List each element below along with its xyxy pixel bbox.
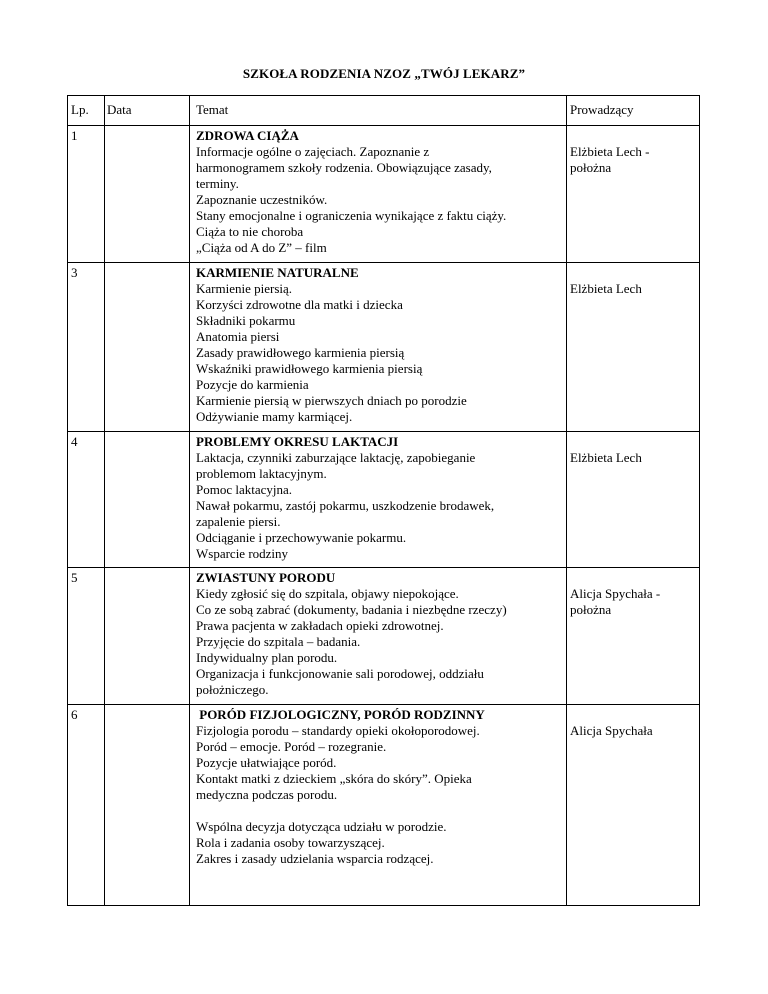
- topic-cell: [196, 434, 494, 562]
- topic-title: PORÓD FIZJOLOGICZNY, PORÓD RODZINNY: [196, 707, 485, 722]
- column-divider: [189, 96, 190, 905]
- topic-line: Karmienie piersią w pierwszych dniach po porodzie: [196, 393, 467, 408]
- topic-line: Rola i zadania osoby towarzyszącej.: [196, 835, 385, 850]
- topic-line: Odciąganie i przechowywanie pokarmu.: [196, 530, 407, 545]
- instructor-cell: [570, 450, 642, 466]
- row-number: 3: [71, 265, 78, 280]
- instructor-cell: [570, 723, 653, 739]
- topic-line: Indywidualny plan porodu.: [196, 650, 338, 665]
- topic-line: Odżywianie mamy karmiącej.: [196, 409, 353, 424]
- topic-line: Co ze sobą zabrać (dokumenty, badania i niezbędne rzeczy): [196, 602, 507, 617]
- instructor-line: Alicja Spychała: [570, 723, 653, 738]
- topic-line: zapalenie piersi.: [196, 514, 281, 529]
- topic-line: Pozycje ułatwiające poród.: [196, 755, 337, 770]
- topic-line: Informacje ogólne o zajęciach. Zapoznanie z: [196, 144, 430, 159]
- instructor-line: położna: [570, 160, 612, 175]
- topic-line: problemom laktacyjnym.: [196, 466, 327, 481]
- instructor-line: położna: [570, 602, 612, 617]
- blank-line: [196, 803, 485, 819]
- row-number: 4: [71, 434, 78, 449]
- row-divider: [68, 431, 699, 432]
- topic-line: Laktacja, czynniki zaburzające laktację, zapobieganie: [196, 450, 476, 465]
- topic-line: Fizjologia porodu – standardy opieki okołoporodowej.: [196, 723, 480, 738]
- topic-line: Wspólna decyzja dotycząca udziału w porodzie.: [196, 819, 447, 834]
- header-temat: Temat: [196, 102, 229, 117]
- topic-line: Pomoc laktacyjna.: [196, 482, 293, 497]
- topic-line: Wskaźniki prawidłowego karmienia piersią: [196, 361, 423, 376]
- topic-line: harmonogramem szkoły rodzenia. Obowiązujące zasady,: [196, 160, 492, 175]
- instructor-line: Elżbieta Lech: [570, 450, 642, 465]
- topic-title: PROBLEMY OKRESU LAKTACJI: [196, 434, 399, 449]
- topic-line: Składniki pokarmu: [196, 313, 296, 328]
- header-lp: Lp.: [71, 102, 89, 117]
- instructor-line: Elżbieta Lech -: [570, 144, 650, 159]
- topic-line: Zasady prawidłowego karmienia piersią: [196, 345, 405, 360]
- topic-line: Ciąża to nie choroba: [196, 224, 304, 239]
- topic-cell: [196, 570, 507, 698]
- topic-line: Zakres i zasady udzielania wsparcia rodzącej.: [196, 851, 434, 866]
- row-number: 6: [71, 707, 78, 722]
- topic-title: ZDROWA CIĄŻA: [196, 128, 299, 143]
- document-title: SZKOŁA RODZENIA NZOZ „TWÓJ LEKARZ”: [242, 66, 526, 81]
- topic-line: położniczego.: [196, 682, 269, 697]
- topic-line: Organizacja i funkcjonowanie sali porodowej, oddziału: [196, 666, 484, 681]
- instructor-line: Alicja Spychała -: [570, 586, 661, 601]
- topic-title: KARMIENIE NATURALNE: [196, 265, 359, 280]
- instructor-cell: [570, 570, 660, 618]
- instructor-line: Elżbieta Lech: [570, 281, 642, 296]
- topic-line: Kiedy zgłosić się do szpitala, objawy niepokojące.: [196, 586, 459, 601]
- header-data: Data: [107, 102, 132, 117]
- blank-line: [570, 570, 660, 586]
- row-divider: [68, 704, 699, 705]
- column-divider: [104, 96, 105, 905]
- topic-line: Nawał pokarmu, zastój pokarmu, uszkodzenie brodawek,: [196, 498, 495, 513]
- topic-line: Korzyści zdrowotne dla matki i dziecka: [196, 297, 403, 312]
- topic-line: Zapoznanie uczestników.: [196, 192, 328, 207]
- topic-cell: [196, 265, 467, 425]
- header-prowadzacy: Prowadzący: [570, 102, 634, 117]
- row-number: 1: [71, 128, 78, 143]
- topic-line: Karmienie piersią.: [196, 281, 293, 296]
- row-divider: [68, 262, 699, 263]
- topic-line: medyczna podczas porodu.: [196, 787, 338, 802]
- topic-line: Poród – emocje. Poród – rozegranie.: [196, 739, 387, 754]
- topic-line: Stany emocjonalne i ograniczenia wynikające z faktu ciąży.: [196, 208, 507, 223]
- topic-line: Przyjęcie do szpitala – badania.: [196, 634, 361, 649]
- schedule-table: [67, 95, 700, 906]
- topic-line: terminy.: [196, 176, 239, 191]
- row-divider: [68, 567, 699, 568]
- topic-line: Kontakt matki z dzieckiem „skóra do skóry”. Opieka: [196, 771, 472, 786]
- topic-line: Wsparcie rodziny: [196, 546, 289, 561]
- topic-line: Prawa pacjenta w zakładach opieki zdrowotnej.: [196, 618, 444, 633]
- topic-cell: [196, 707, 485, 867]
- topic-cell: [196, 128, 506, 256]
- row-number: 5: [71, 570, 78, 585]
- topic-line: Pozycje do karmienia: [196, 377, 309, 392]
- topic-line: „Ciąża od A do Z” – film: [196, 240, 327, 255]
- column-divider: [566, 96, 567, 905]
- topic-title: ZWIASTUNY PORODU: [196, 570, 336, 585]
- instructor-cell: [570, 281, 642, 297]
- topic-line: Anatomia piersi: [196, 329, 280, 344]
- row-divider: [68, 125, 699, 126]
- instructor-cell: [570, 144, 649, 176]
